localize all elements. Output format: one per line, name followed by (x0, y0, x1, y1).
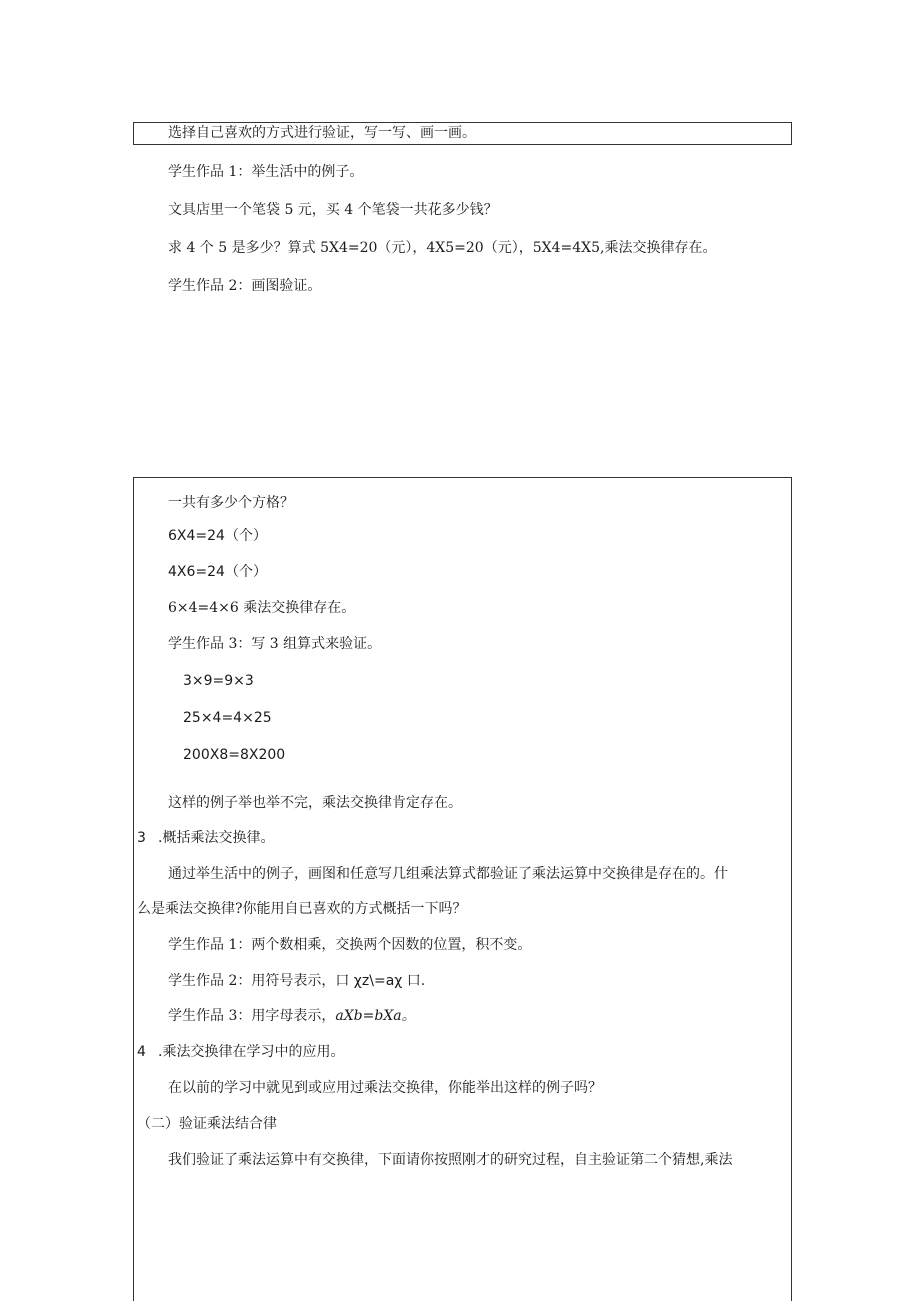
example-1: 3×9=9×3 (183, 673, 254, 689)
application-question: 在以前的学习中就见到或应用过乘法交换律，你能举出这样的例子吗？ (168, 1080, 602, 1096)
equation-2: 4X6=24（个） (168, 564, 267, 580)
paragraph-1-line-1: 通过举生活中的例子，画图和任意写几组乘法算式都验证了乘法运算中交换律是存在的。什 (168, 866, 728, 882)
example-2: 25×4=4×25 (183, 710, 272, 726)
equation-3: 6×4=4×6 乘法交换律存在。 (168, 600, 356, 616)
top-line-4: 学生作品 2：画图验证。 (168, 278, 322, 294)
symbol-formula: 口 χz\=aχ 口. (335, 973, 426, 989)
grid-question: 一共有多少个方格？ (168, 495, 294, 511)
student-work-3b-label: 学生作品 3：用字母表示， (168, 1008, 336, 1024)
section-4-title: .乘法交换律在学习中的应用。 (158, 1044, 345, 1060)
section-3-number: 3 (137, 830, 146, 846)
student-work-2-label: 学生作品 2：用符号表示， (168, 973, 336, 989)
student-work-3b (168, 1006, 416, 1026)
top-line-2: 文具店里一个笔袋 5 元，买 4 个笔袋一共花多少钱？ (168, 202, 498, 218)
section-3-title: .概括乘法交换律。 (158, 830, 275, 846)
equation-1: 6X4=24（个） (168, 528, 267, 544)
part-2-heading: （二）验证乘法结合律 (137, 1116, 277, 1132)
final-paragraph: 我们验证了乘法运算中有交换律，下面请你按照刚才的研究过程，自主验证第二个猜想,乘法 (168, 1152, 733, 1168)
top-line-3: 求 4 个 5 是多少？算式 5X4=20（元），4X5=20（元），5X4=4X5,乘法交换律存在。 (168, 240, 717, 256)
letter-formula: aXb=bXa。 (335, 1008, 416, 1024)
top-header-text: 选择自己喜欢的方式进行验证，写一写、画一画。 (168, 125, 476, 141)
conclusion: 这样的例子举也举不完，乘法交换律肯定存在。 (168, 795, 462, 811)
student-work-3-label: 学生作品 3：写 3 组算式来验证。 (168, 636, 382, 652)
top-line-1: 学生作品 1：举生活中的例子。 (168, 164, 364, 180)
student-work-1: 学生作品 1：两个数相乘，交换两个因数的位置，积不变。 (168, 937, 532, 953)
paragraph-1-line-2: 么是乘法交换律?你能用自已喜欢的方式概括一下吗？ (137, 901, 467, 917)
section-4-number: 4 (137, 1044, 146, 1060)
student-work-2 (168, 971, 425, 991)
example-3: 200X8=8X200 (183, 747, 286, 763)
